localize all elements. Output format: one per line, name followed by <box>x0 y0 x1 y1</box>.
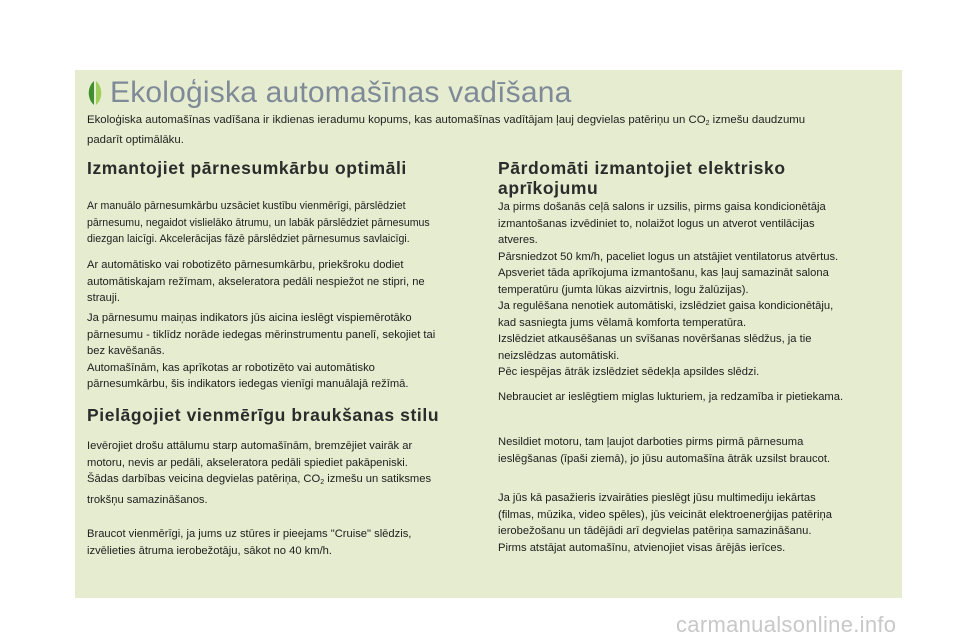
page-title: Ekoloģiska automašīnas vadīšana <box>110 76 572 109</box>
intro-text: Ekoloģiska automašīnas vadīšana ir ikdienas ieradumu kopums, kas automašīnas vadītājam ļauj degvielas patēriņu un $CO_2$ izmešu daudzumu padarīt optimālāku. <box>87 114 806 146</box>
gearbox-paragraph-1: Ar manuālo pārnesumkārbu uzsāciet kustību vienmērīgi, pārslēdziet pārnesumu, negaidot vislielāko ātrumu, un labāk pārslēdziet pārnesumus diezgan laicīgi. Akcelerācijas fāzē pārslēdziet pārnesumus savlaicīgi. <box>87 200 430 245</box>
gearbox-paragraph-2: Ar automātisko vai robotizēto pārnesumkārbu, priekšroku dodiet automātiskajam režīmam, akseleratora pedāli nespiežot ne stipri, ne strauji. <box>87 259 425 304</box>
leaf-icon <box>85 79 105 107</box>
section-heading-electrical: Pārdomāti izmantojiet elektrisko aprīkojumu <box>498 158 786 198</box>
gearbox-paragraph-3: Ja pārnesumu maiņas indikators jūs aicina ieslēgt vispiemērotāko pārnesumu - tiklīdz norāde iedegas mērinstrumentu panelī, sekojiet tai bez kavēšanās. Automašīnām, kas aprīkotas ar robotizēto vai automātisko pārnesumkārbu, šis indikators iedegas vienīgi manuālajā režīmā. <box>87 312 436 390</box>
driving-style-paragraph-1: Ievērojiet drošu attālumu starp automašīnām, bremzējiet vairāk ar motoru, nevis ar pedāli, akseleratora pedāli spiediet pakāpeniski. Šādas darbības veicina degvielas patēriņa, $CO_2$ izmešu un satiksmes trokšņu samazināšanos. <box>87 440 432 506</box>
multimedia-paragraph: Ja jūs kā pasažieris izvairāties pieslēgt jūsu multimediju iekārtas (filmas, mūzika, video spēles), jūs veicināt elektroenerģijas patēriņa ierobežošanu un tādējādi arī degvielas patēriņa samazināšanu. Pirms atstājat automašīnu, atvienojiet visas ārējās ierīces. <box>498 492 832 554</box>
fog-lights-paragraph: Nebrauciet ar ieslēgtiem miglas lukturiem, ja redzamība ir pietiekama. <box>498 391 844 403</box>
section-heading-driving-style: Pielāgojiet vienmērīgu braukšanas stilu <box>87 405 440 425</box>
driving-style-paragraph-2: Braucot vienmērīgi, ja jums uz stūres ir pieejams "Cruise" slēdzis, izvēlieties ātruma ierobežotāju, sākot no 40 km/h. <box>87 528 412 557</box>
section-heading-gearbox: Izmantojiet pārnesumkārbu optimāli <box>87 158 407 178</box>
watermark: carmanualsonline.info <box>676 612 897 637</box>
engine-warmup-paragraph: Nesildiet motoru, tam ļaujot darboties pirms pirmā pārnesuma ieslēgšanas (īpaši ziemā), jo jūsu automašīna ātrāk uzsilst braucot. <box>498 436 831 465</box>
electrical-paragraph-1: Ja pirms došanās ceļā salons ir uzsilis, pirms gaisa kondicionētāja izmantošanas izvēdiniet to, nolaižot logus un atverot ventilācijas atveres. Pārsniedzot 50 km/h, paceliet logus un atstājiet ventilatorus atvērtus. Apsveriet tāda aprīkojuma izmantošanu, kas ļauj samazināt salona temperatūru (jumta lūkas aizvirtnis, logu žalūzijas). Ja regulēšana nenotiek automātiski, izslēdziet gaisa kondicionētāju, kad sasniegta jums vēlamā komforta temperatūra. Izslēdziet atkausēšanas un svīšanas novēršanas slēdžus, ja tie neizslēdzas automātiski. Pēc iespējas ātrāk izslēdziet sēdekļa apsildes slēdzi. <box>498 201 839 378</box>
